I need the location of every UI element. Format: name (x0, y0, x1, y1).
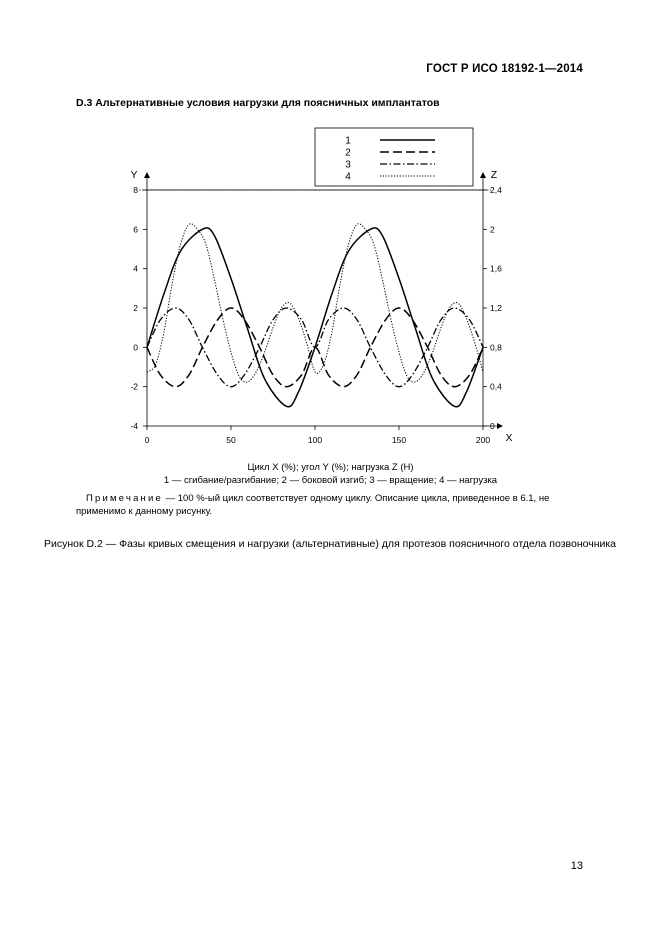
page-number: 13 (570, 860, 583, 872)
plot-frame (147, 190, 483, 426)
z-tick-label: 0,4 (490, 381, 502, 392)
note-text: — 100 %-ый цикл соответствует одному циклу. Описание цикла, приведенное в 6.1, не применимо к данному рисунку. (76, 493, 550, 517)
y-tick-label: 2 (133, 303, 138, 313)
y-axis-arrow (144, 172, 150, 178)
figure-title: Рисунок D.2 — Фазы кривых смещения и нагрузки (альтернативные) для протезов поясничного отдела позвоночника (43, 538, 617, 550)
x-tick-label: 0 (144, 435, 150, 445)
z-tick-label: 2,4 (490, 185, 502, 195)
y-tick-label: -4 (130, 421, 138, 431)
y-tick-label: 0 (133, 342, 138, 353)
y-axis-label: Y (130, 169, 138, 181)
z-axis-label: Z (490, 169, 498, 181)
legend-box (315, 128, 473, 186)
note (76, 492, 584, 518)
z-axis-arrow (480, 172, 486, 178)
x-tick-label: 100 (307, 435, 323, 445)
x-axis-label: X (505, 432, 513, 444)
y-tick-label: 6 (133, 224, 138, 235)
x-tick-label: 200 (475, 435, 491, 445)
legend-label-1: 1 (345, 135, 351, 147)
section-title: D.3 Альтернативные условия нагрузки для поясничных имплантатов (76, 97, 440, 109)
note-label: Примечание (86, 493, 163, 504)
z-tick-label: 1,2 (490, 303, 502, 313)
chart (0, 120, 661, 460)
x-axis-arrow (497, 423, 503, 429)
legend-label-4: 4 (345, 171, 351, 183)
series-line-3 (147, 308, 483, 387)
chart-caption-axes: Цикл X (%); угол Y (%); нагрузка Z (Н) (247, 462, 414, 473)
x-tick-label: 150 (391, 435, 407, 445)
y-tick-label: 4 (133, 263, 138, 274)
series-line-1 (147, 228, 483, 407)
chart-series (147, 224, 483, 407)
x-tick-label: 50 (226, 435, 236, 445)
legend-label-2: 2 (345, 147, 351, 159)
chart-caption-legend: 1 — сгибание/разгибание; 2 — боковой изгиб; 3 — вращение; 4 — нагрузка (163, 475, 498, 486)
z-tick-label: 0 (490, 421, 495, 431)
chart-axes (130, 169, 512, 445)
y-tick-label: -2 (130, 381, 138, 392)
z-tick-label: 0,8 (490, 342, 502, 353)
legend-label-3: 3 (345, 159, 351, 171)
z-tick-label: 2 (490, 224, 495, 235)
standard-id: ГОСТ Р ИСО 18192-1—2014 (426, 63, 583, 75)
y-tick-label: 8 (133, 185, 138, 195)
z-tick-label: 1,6 (490, 263, 502, 274)
chart-legend (315, 128, 473, 186)
